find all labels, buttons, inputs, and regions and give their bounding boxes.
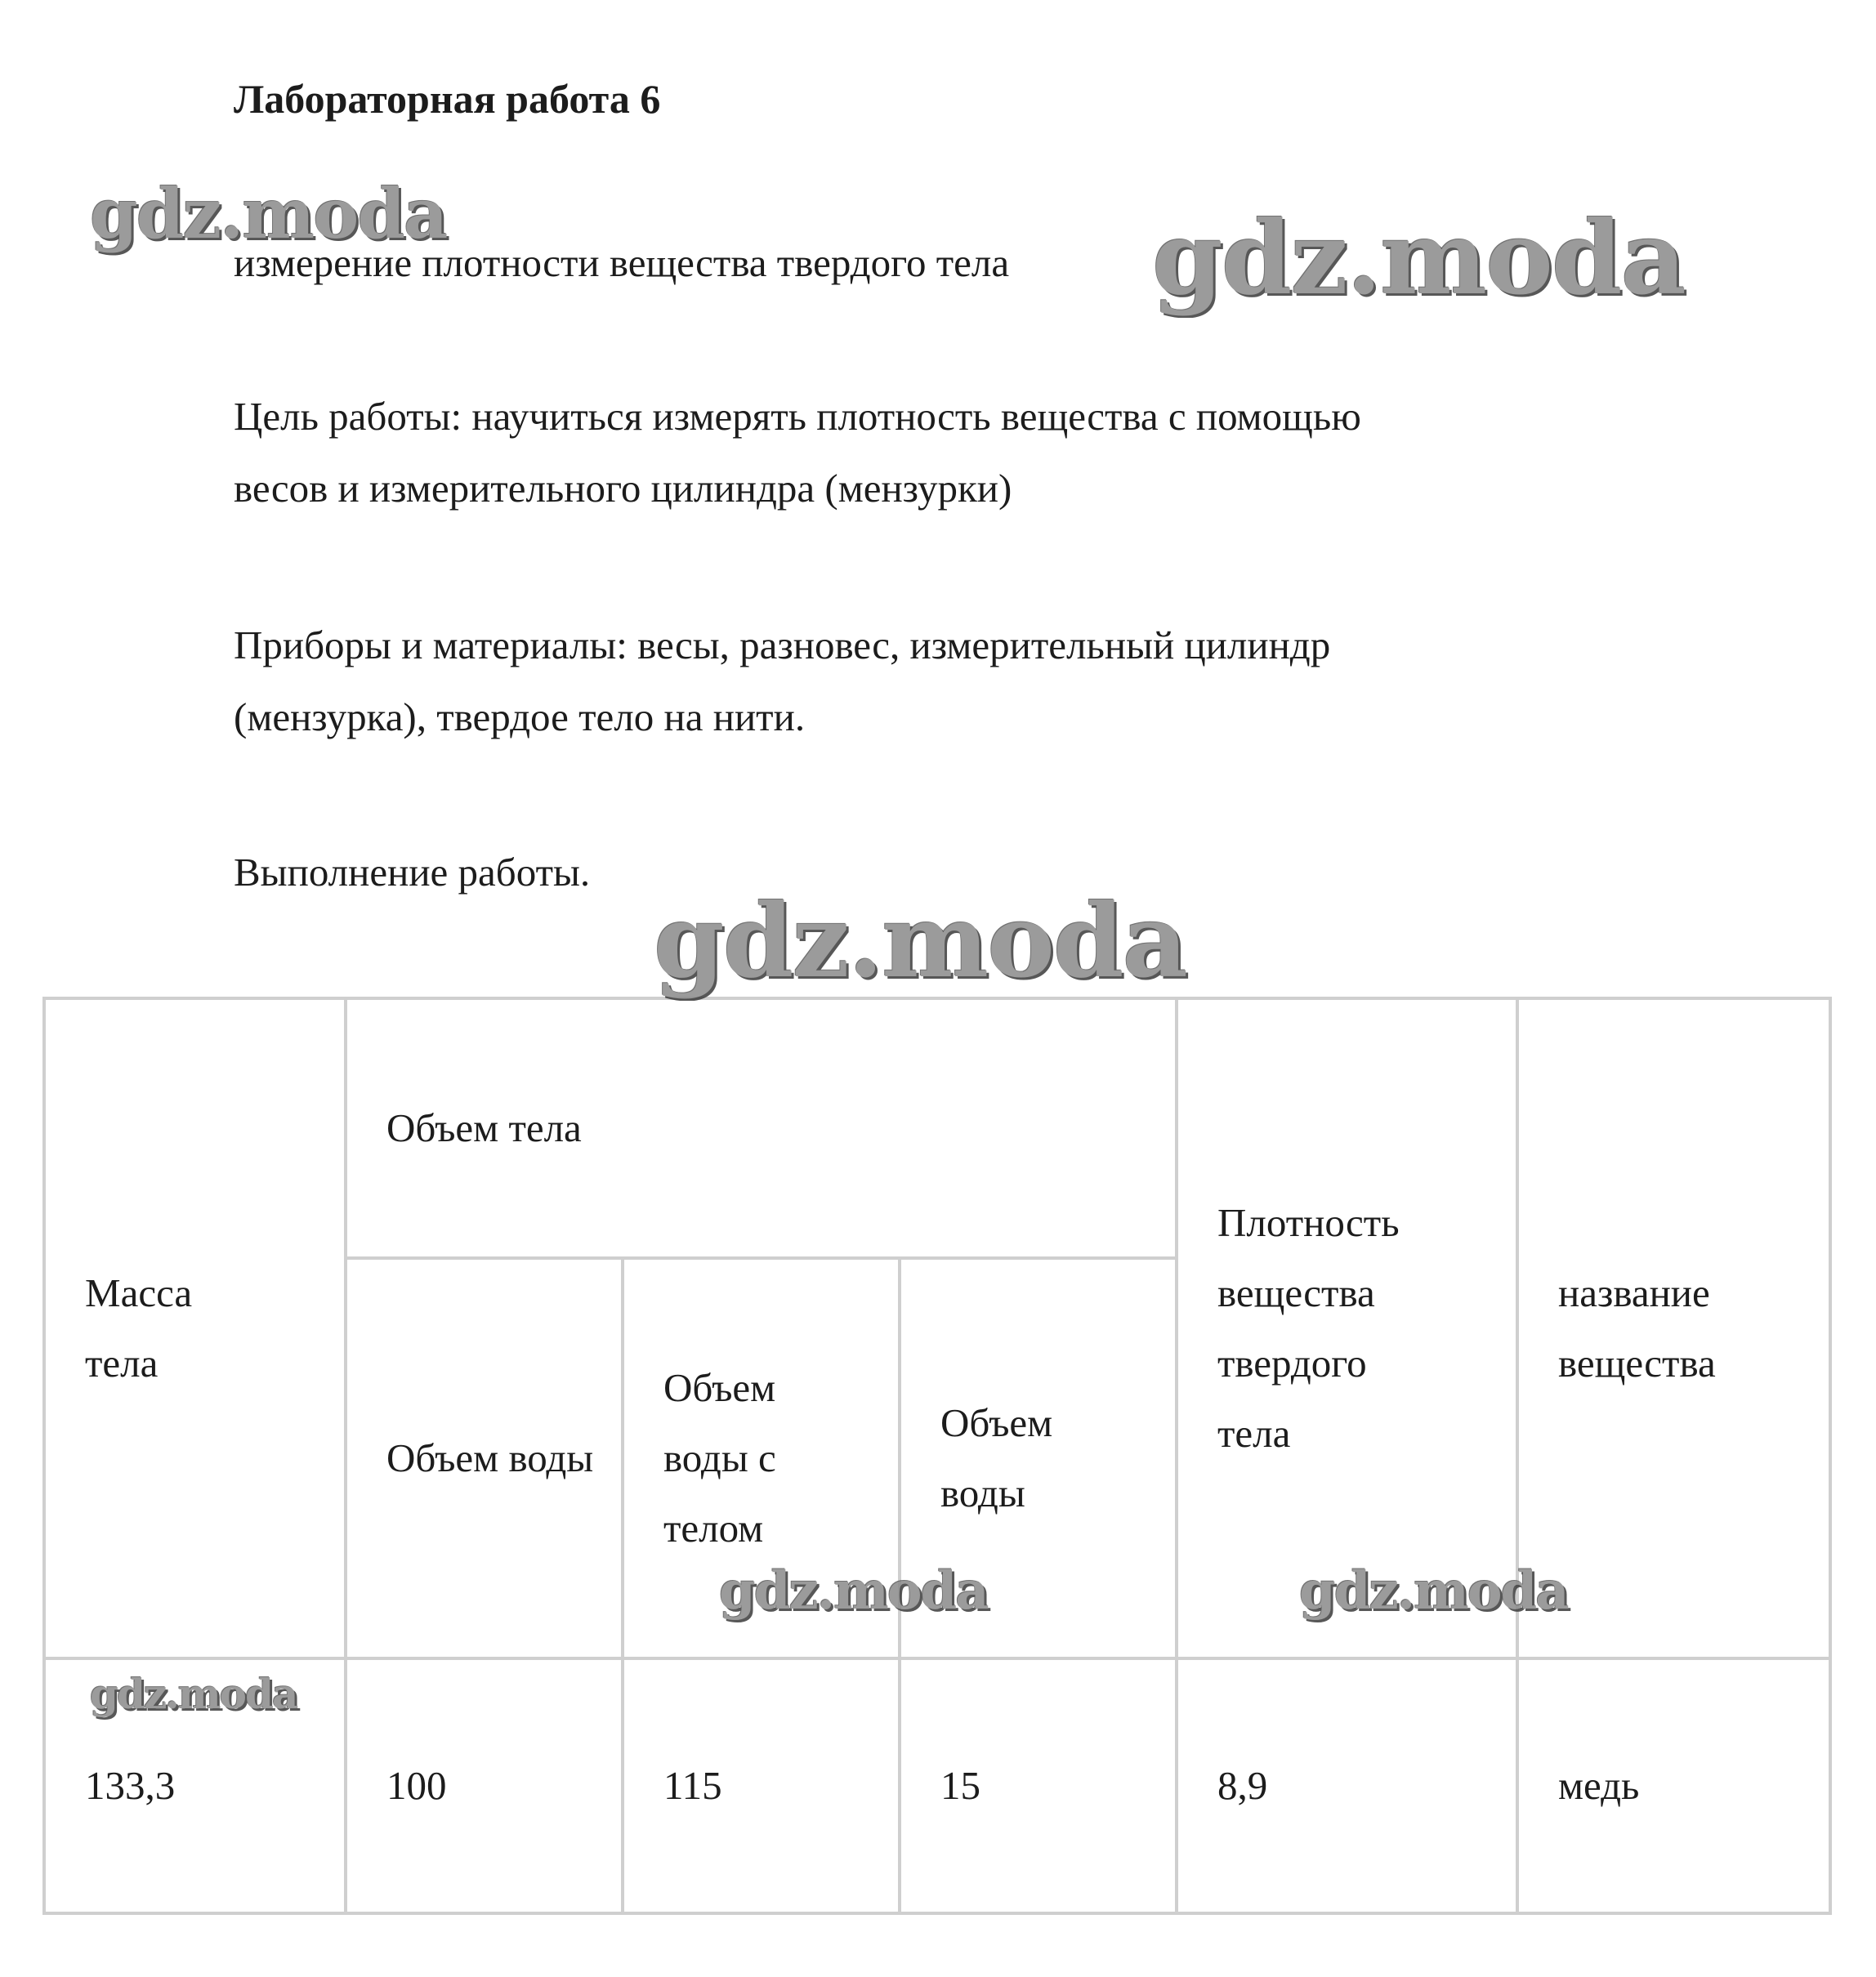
table-row: [44, 1658, 1830, 1913]
execution-heading: Выполнение работы.: [234, 850, 591, 895]
lab-goal: [234, 381, 1361, 524]
watermark: gdz.moda: [654, 882, 1186, 1001]
watermark: gdz.moda: [90, 173, 447, 254]
cell-water-with-body: 115: [623, 1658, 900, 1913]
goal-line-1: Цель работы: научиться измерять плотность вещества с помощью: [234, 394, 1361, 439]
header-volume: Объем тела: [346, 998, 1177, 1258]
header-water-volume: Объем воды: [346, 1258, 623, 1658]
table-header-row: [44, 998, 1830, 1258]
watermark: gdz.moda: [90, 1670, 297, 1718]
cell-body-volume: 15: [900, 1658, 1177, 1913]
header-water-with-body: Объем воды с телом: [623, 1258, 900, 1658]
tools-line-2: (мензурка), твердое тело на нити.: [234, 694, 806, 739]
page-title: Лабораторная работа 6: [234, 76, 661, 122]
cell-mass: 133,3: [44, 1658, 346, 1913]
results-table: [42, 997, 1832, 1915]
header-density: Плотность вещества твердого тела: [1177, 998, 1517, 1658]
lab-subject: измерение плотности вещества твердого тела: [234, 240, 1010, 285]
cell-density: 8,9: [1177, 1658, 1517, 1913]
watermark: gdz.moda: [1299, 1560, 1568, 1622]
header-mass: Масса тела: [44, 998, 346, 1658]
cell-water-volume: 100: [346, 1658, 623, 1913]
cell-substance: медь: [1517, 1658, 1830, 1913]
tools-line-1: Приборы и материалы: весы, разновес, измерительный цилиндр: [234, 623, 1331, 667]
lab-tools: [234, 609, 1330, 753]
header-substance: название вещества: [1517, 998, 1830, 1658]
goal-line-2: весов и измерительного цилиндра (мензурки): [234, 466, 1012, 511]
watermark: gdz.moda: [719, 1560, 988, 1622]
watermark: gdz.moda: [1152, 199, 1685, 318]
header-body-volume: Объем воды: [900, 1258, 1177, 1658]
